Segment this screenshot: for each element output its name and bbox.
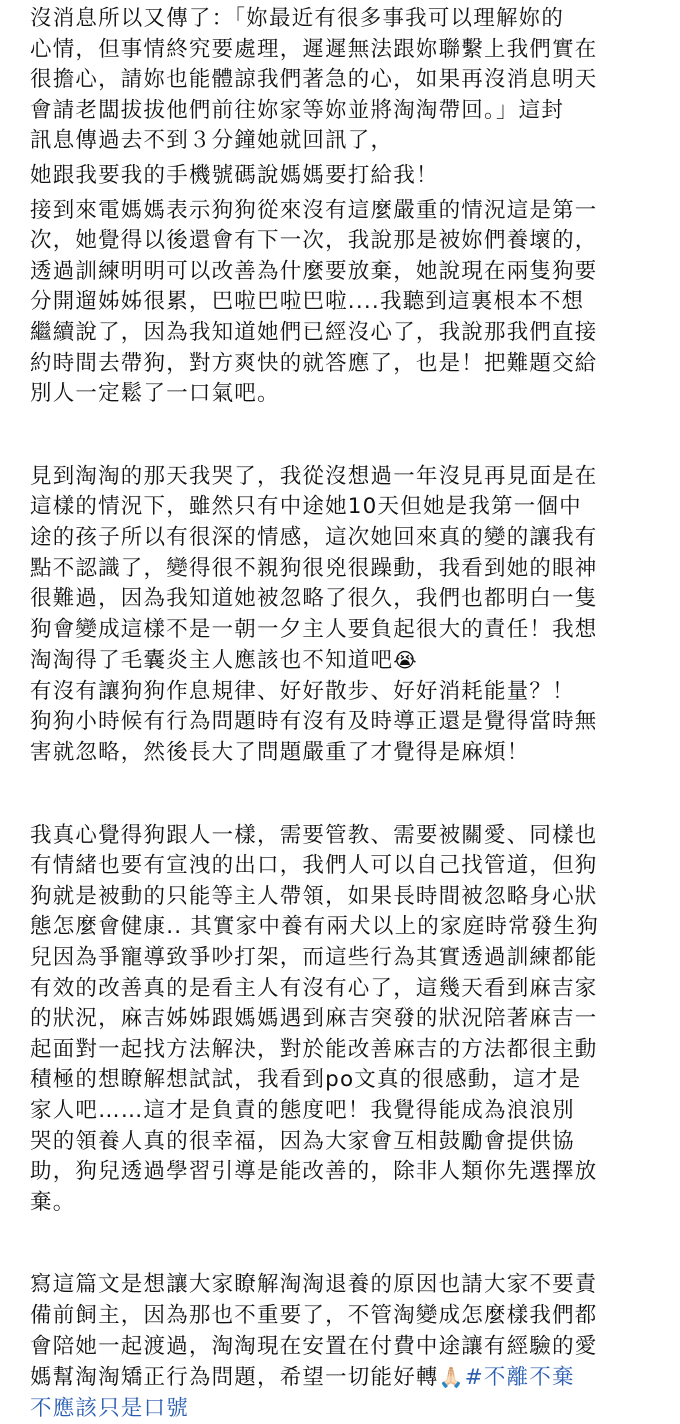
text-line: 沒消息所以又傳了：「妳最近有很多事我可以理解妳的 (30, 6, 565, 31)
paragraph-dogs-like-people (30, 821, 658, 1219)
paragraph-routine-question (30, 677, 658, 708)
text-line: 分開遛姊姊很累，巴啦巴啦巴啦....我聽到這裏根本不想 (30, 289, 585, 315)
crying-face-icon: 😭 (393, 648, 418, 673)
text-line: 心情，但事情終究要處理，遲遲無法跟妳聯繫上我們實在 (30, 36, 598, 62)
text-line: 狗會變成這樣不是一朝一夕主人要負起很大的責任！我想 (30, 616, 598, 642)
text-line: 起面對一起找方法解決，對於能改善麻吉的方法都很主動 (30, 1036, 598, 1062)
paragraph-phone-call (30, 196, 658, 410)
text-line: 兒因為爭寵導致爭吵打架，而這些行為其實透過訓練都能 (30, 945, 598, 971)
text-line: 有沒有讓狗狗作息規律、好好散步、好好消耗能量？！ (30, 678, 575, 704)
text-line: 約時間去帶狗，對方爽快的就答應了，也是！把難題交給 (30, 350, 598, 376)
paragraph-closing (30, 1270, 658, 1424)
text-line: 狗狗小時候有行為問題時有沒有及時導正還是覺得當時無 (30, 709, 598, 735)
text-segment: 淘淘得了毛囊炎主人應該也不知道吧 (30, 648, 394, 674)
text-segment: 媽幫淘淘矯正行為問題，希望一切能好轉 (30, 1365, 439, 1391)
text-line: 積極的想瞭解想試試，我看到po文真的很感動，這才是 (30, 1067, 582, 1093)
post-body (30, 0, 658, 1424)
folded-hands-icon: 🙏🏻 (438, 1365, 465, 1390)
text-line: 態怎麼會健康.. 其實家中養有兩犬以上的家庭時常發生狗 (30, 914, 599, 940)
text-line: 別人一定鬆了一口氣吧。 (30, 381, 280, 407)
text-line: 這樣的情況下，雖然只有中途她10天但她是我第一個中 (30, 494, 582, 520)
text-line: 有情緒也要有宣洩的出口，我們人可以自己找管道，但狗 (30, 853, 598, 879)
text-line: 訊息傳過去不到３分鐘她就回訊了， (30, 128, 394, 154)
hashtag-link[interactable]: #不離不棄 (464, 1365, 575, 1391)
text-line (30, 645, 658, 677)
paragraph-message-sent (30, 4, 658, 157)
text-line: 途的孩子所以有很深的情感，這次她回來真的變的讓我有 (30, 524, 598, 550)
text-line: 家人吧……這才是負責的態度吧！我覺得能成為浪浪別 (30, 1098, 575, 1123)
text-line: 她跟我要我的手機號碼說媽媽要打給我！ (30, 162, 439, 188)
hashtag-link-continued[interactable]: 不應該只是口號 (30, 1395, 189, 1421)
text-line: 繼續說了，因為我知道她們已經沒心了，我說那我們直接 (30, 319, 598, 345)
text-line: 次，她覺得以後還會有下一次，我說那是被妳們養壞的， (30, 228, 598, 254)
paragraph-phone-request (30, 161, 658, 192)
text-line: 點不認識了，變得很不親狗很兇很躁動，我看到她的眼神 (30, 555, 598, 581)
text-line: 哭的領養人真的很幸福，因為大家會互相鼓勵會提供協 (30, 1128, 575, 1154)
text-line: 會請老闆拔拔他們前往妳家等妳並將淘淘帶回。」這封 (30, 97, 565, 123)
text-line: 我真心覺得狗跟人一樣，需要管教、需要被關愛、同樣也 (30, 822, 598, 848)
text-line: 害就忽略，然後長大了問題嚴重了才覺得是麻煩！ (30, 740, 530, 766)
text-line: 棄。 (30, 1189, 76, 1215)
text-line: 寫這篇文是想讓大家瞭解淘淘退養的原因也請大家不要責 (30, 1272, 598, 1298)
text-line: 的狀況，麻吉姊姊跟媽媽遇到麻吉突發的狀況陪著麻吉一 (30, 1006, 598, 1032)
text-line (30, 1362, 658, 1394)
text-line: 會陪她一起渡過，淘淘現在安置在付費中途讓有經驗的愛 (30, 1333, 598, 1359)
text-line: 很擔心，請妳也能體諒我們著急的心，如果再沒消息明天 (30, 67, 598, 93)
paragraph-behavior-question (30, 707, 658, 768)
text-line: 很難過，因為我知道她被忽略了很久，我們也都明白一隻 (30, 586, 598, 612)
paragraph-reunion (30, 462, 658, 677)
text-line: 接到來電媽媽表示狗狗從來沒有這麼嚴重的情況這是第一 (30, 197, 598, 223)
text-line: 備前飼主，因為那也不重要了，不管淘變成怎麼樣我們都 (30, 1302, 598, 1328)
text-line: 透過訓練明明可以改善為什麼要放棄，她說現在兩隻狗要 (30, 258, 598, 284)
text-line: 見到淘淘的那天我哭了，我從沒想過一年沒見再見面是在 (30, 463, 598, 489)
text-line: 有效的改善真的是看主人有沒有心了，這幾天看到麻吉家 (30, 975, 598, 1001)
text-line: 狗就是被動的只能等主人帶領，如果長時間被忽略身心狀 (30, 883, 598, 909)
text-line: 助，狗兒透過學習引導是能改善的，除非人類你先選擇放 (30, 1159, 598, 1185)
